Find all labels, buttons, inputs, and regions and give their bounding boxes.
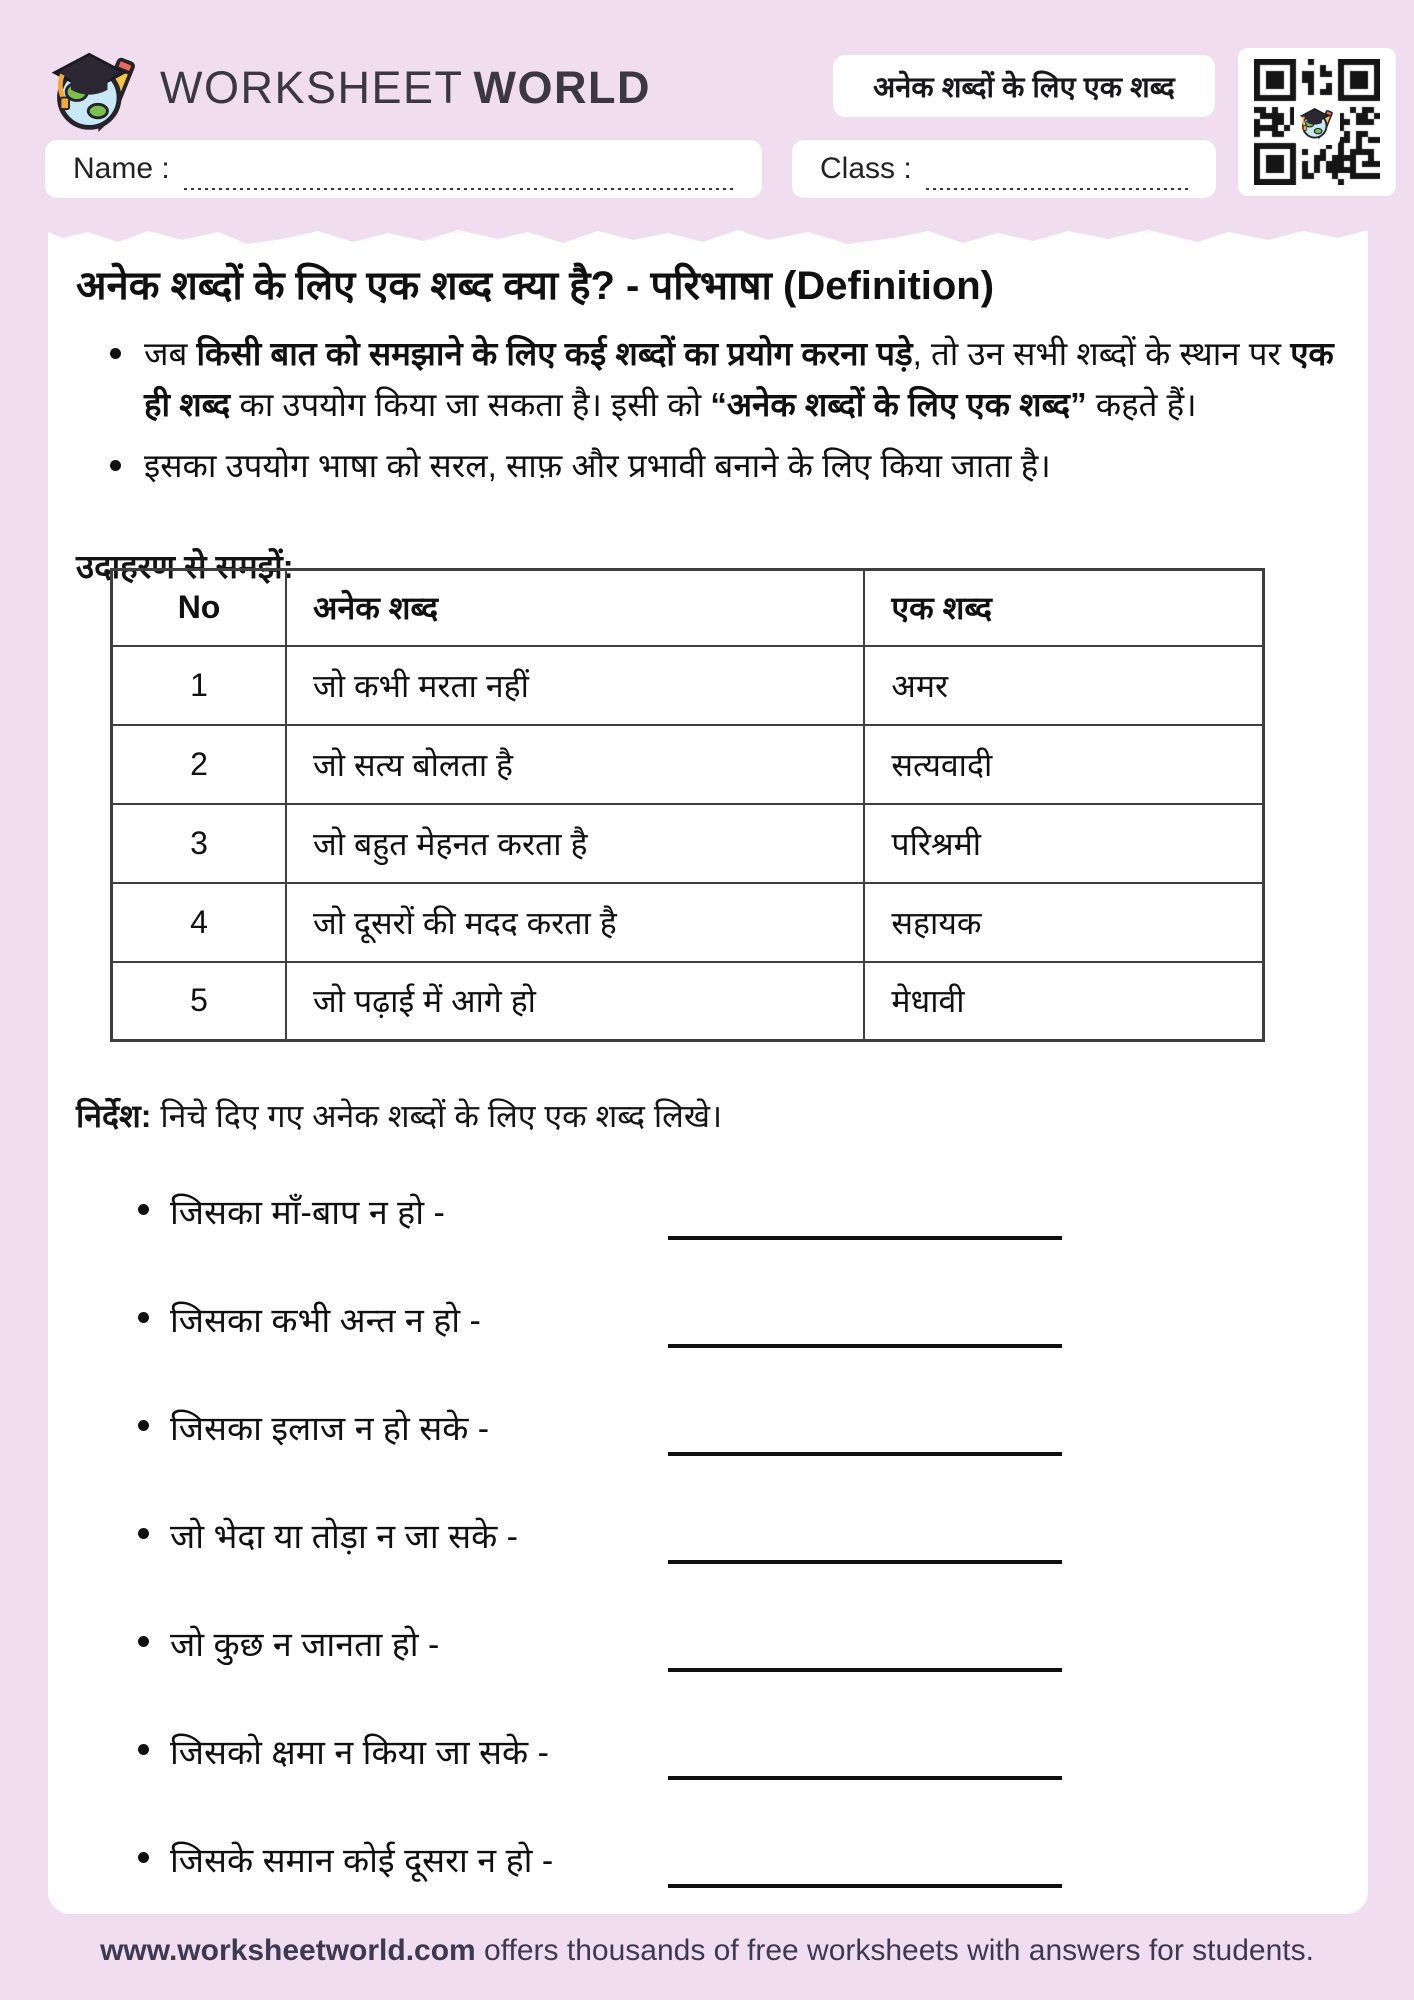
brand-title [160, 62, 651, 114]
cell-one-word: सहायक [864, 883, 1263, 962]
answer-line[interactable] [668, 1344, 1062, 1348]
examples-table [110, 568, 1265, 1042]
bullet-dot-icon [138, 1636, 149, 1647]
exercise-prompt: जिसका माँ-बाप न हो - [170, 1194, 445, 1232]
def-seg: इसका उपयोग भाषा को सरल, साफ़ और प्रभावी बनाने के लिए किया जाता है। [144, 447, 1051, 485]
class-input-line[interactable] [926, 168, 1188, 190]
exercise-item [48, 1512, 1368, 1620]
name-input-line[interactable] [184, 168, 734, 190]
cell-one-word: सत्यवादी [864, 725, 1263, 804]
cell-many-words: जो बहुत मेहनत करता है [286, 804, 864, 883]
exercise-prompt: जो भेदा या तोड़ा न जा सके - [170, 1518, 518, 1556]
table-row [112, 725, 1264, 804]
page-title: अनेक शब्दों के लिए एक शब्द क्या है? - परिभाषा (Definition) [76, 264, 995, 308]
torn-paper-edge [48, 224, 1368, 250]
topic-badge [833, 55, 1215, 117]
cell-no: 2 [112, 725, 287, 804]
answer-line[interactable] [668, 1452, 1062, 1456]
definition-bullet-1 [98, 328, 1342, 430]
column-header-no: No [112, 570, 287, 646]
class-label: Class : [820, 152, 912, 185]
cell-one-word: परिश्रमी [864, 804, 1263, 883]
name-field[interactable] [45, 140, 762, 198]
examples-heading: उदाहरण से समझें: [76, 548, 294, 585]
def-seg: , तो उन सभी शब्दों के स्थान पर [912, 335, 1291, 372]
exercise-item [48, 1728, 1368, 1836]
column-header-many-words: अनेक शब्द [286, 570, 864, 646]
exercise-list [48, 1188, 1368, 1944]
cell-no: 3 [112, 804, 287, 883]
worksheet-world-mascot-icon [44, 40, 146, 136]
def-seg: कहते हैं। [1086, 386, 1197, 424]
instructions [76, 1094, 1340, 1137]
column-header-one-word: एक शब्द [864, 570, 1263, 646]
table-row [112, 804, 1264, 883]
def-seg: एक ही शब्द [144, 335, 1334, 424]
exercise-item [48, 1404, 1368, 1512]
cell-many-words: जो दूसरों की मदद करता है [286, 883, 864, 962]
instructions-label: निर्देश: [76, 1098, 152, 1134]
class-field[interactable] [792, 140, 1216, 198]
table-row [112, 646, 1264, 725]
instructions-text: निचे दिए गए अनेक शब्दों के लिए एक शब्द लिखे। [151, 1098, 723, 1134]
worksheet-panel [48, 226, 1368, 1914]
bullet-dot-icon [138, 1528, 149, 1539]
exercise-prompt: जिसका कभी अन्त न हो - [170, 1302, 481, 1340]
name-label: Name : [73, 152, 170, 185]
table-row [112, 962, 1264, 1041]
footer-tagline: offers thousands of free worksheets with answers for students. [475, 1934, 1314, 1967]
definition-bullets [98, 328, 1342, 491]
brand-word-worksheet: WORKSHEET [160, 62, 464, 113]
answer-line[interactable] [668, 1560, 1062, 1564]
qr-code-box [1238, 48, 1396, 196]
def-seg: का उपयोग किया जा सकता है। इसी को [230, 386, 711, 424]
bullet-dot-icon [138, 1420, 149, 1431]
definition-bullet-2 [98, 440, 1342, 491]
bullet-dot-icon [138, 1204, 149, 1215]
def-seg: “अनेक शब्दों के लिए एक शब्द” [710, 386, 1087, 424]
exercise-item [48, 1188, 1368, 1296]
cell-many-words: जो पढ़ाई में आगे हो [286, 962, 864, 1041]
exercise-prompt: जिसके समान कोई दूसरा न हो - [170, 1842, 554, 1880]
cell-no: 4 [112, 883, 287, 962]
brand-word-world: WORLD [473, 62, 651, 113]
cell-many-words: जो कभी मरता नहीं [286, 646, 864, 725]
bullet-dot-icon [138, 1852, 149, 1863]
bullet-dot-icon [138, 1312, 149, 1323]
answer-line[interactable] [668, 1884, 1062, 1888]
table-header-row [112, 570, 1264, 646]
exercise-prompt: जिसको क्षमा न किया जा सके - [170, 1734, 549, 1772]
cell-no: 1 [112, 646, 287, 725]
footer [0, 1934, 1414, 1968]
cell-many-words: जो सत्य बोलता है [286, 725, 864, 804]
exercise-item [48, 1620, 1368, 1728]
exercise-prompt: जो कुछ न जानता हो - [170, 1626, 440, 1664]
answer-line[interactable] [668, 1776, 1062, 1780]
answer-line[interactable] [668, 1236, 1062, 1240]
bullet-dot-icon [138, 1744, 149, 1755]
exercise-prompt: जिसका इलाज न हो सके - [170, 1410, 490, 1448]
brand-logo [44, 40, 651, 136]
cell-no: 5 [112, 962, 287, 1041]
topic-badge-label: अनेक शब्दों के लिए एक शब्द [873, 71, 1175, 104]
footer-site-url: www.worksheetworld.com [100, 1934, 476, 1967]
answer-line[interactable] [668, 1668, 1062, 1672]
table-row [112, 883, 1264, 962]
def-seg: जब [144, 335, 197, 372]
qr-center-logo [1294, 99, 1340, 145]
cell-one-word: मेधावी [864, 962, 1263, 1041]
exercise-item [48, 1836, 1368, 1944]
exercise-item [48, 1296, 1368, 1404]
qr-mascot-icon [1297, 103, 1337, 141]
def-seg: किसी बात को समझाने के लिए कई शब्दों का प्रयोग करना पड़े [196, 335, 913, 372]
cell-one-word: अमर [864, 646, 1263, 725]
